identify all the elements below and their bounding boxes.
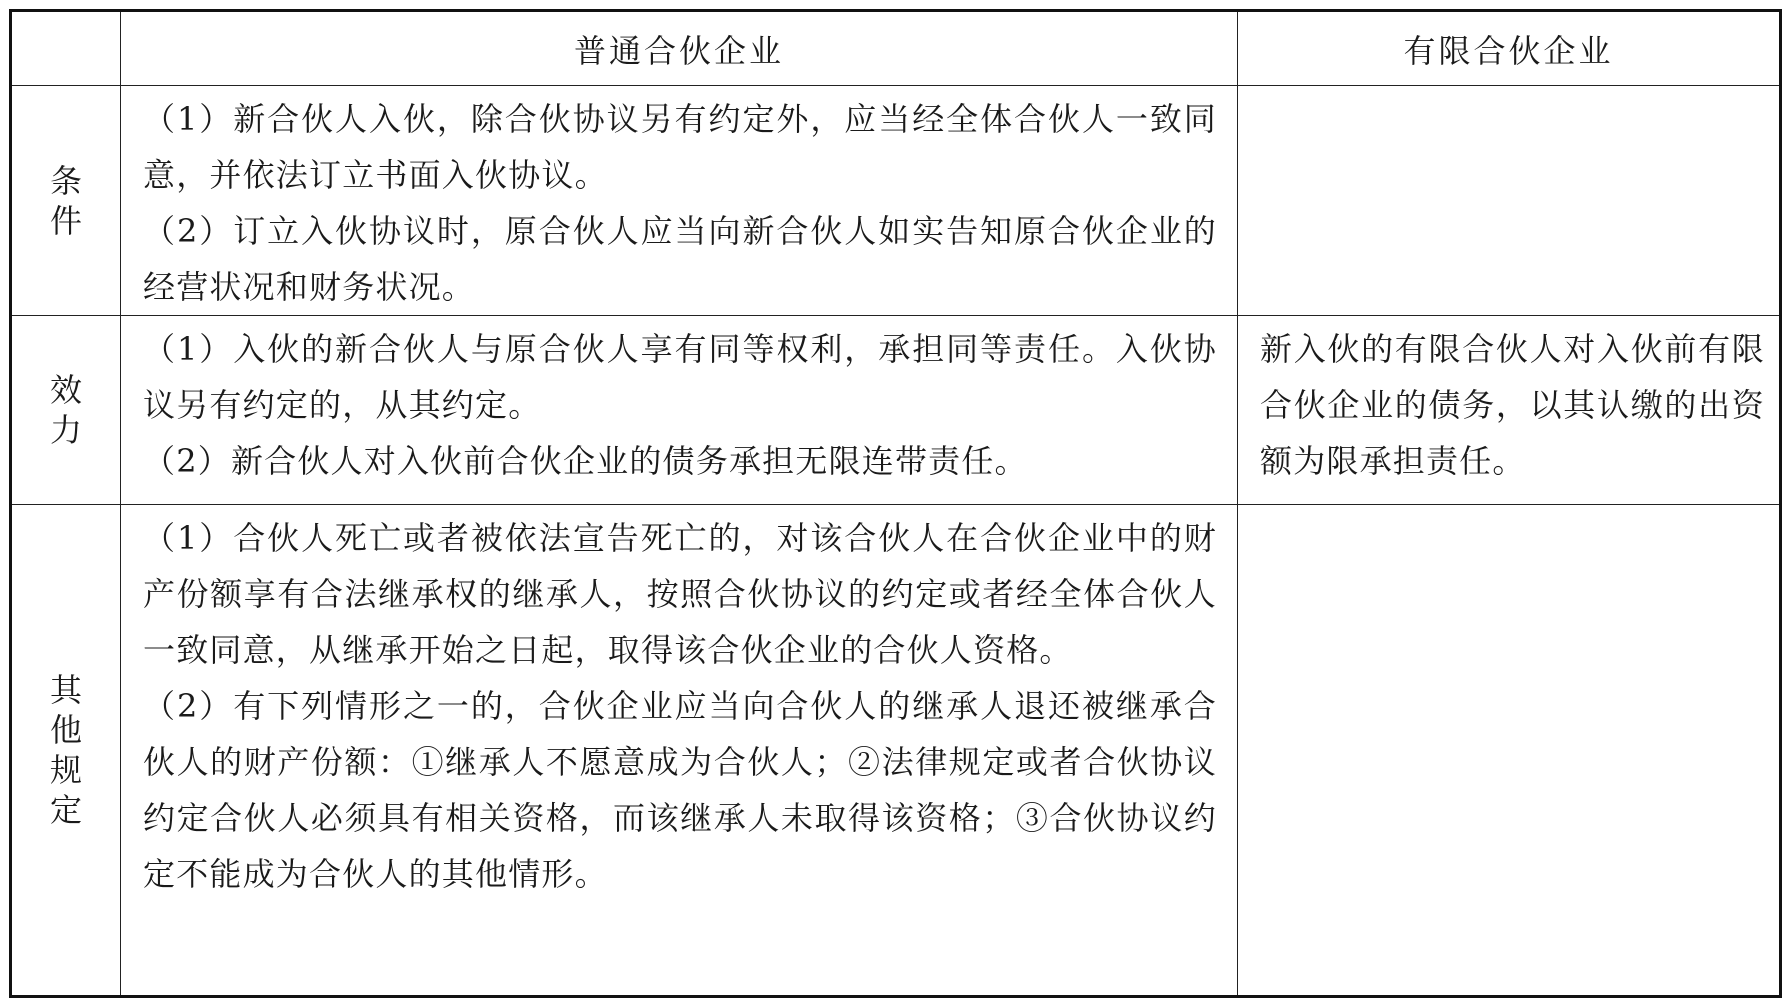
row-label-other-text: 其他规定	[49, 671, 82, 829]
row-other-provisions	[11, 505, 1781, 997]
row-condition	[11, 86, 1781, 316]
cell-effect-general	[121, 316, 1238, 505]
header-general-partnership: 普通合伙企业	[121, 11, 1238, 86]
row-label-effect-text: 效力	[49, 371, 82, 449]
effect-limited-text: 新入伙的有限合伙人对入伙前有限合伙企业的债务，以其认缴的出资额为限承担责任。	[1260, 330, 1765, 480]
row-effect	[11, 316, 1781, 505]
other-general-item-2: （2）有下列情形之一的，合伙企业应当向合伙人的继承人退还被继承合伙人的财产份额：①继承人不愿意成为合伙人；②法律规定或者合伙协议约定合伙人必须具有相关资格，而该继承人未取得该资格；③合伙协议约定不能成为合伙人的其他情形。	[143, 687, 1217, 893]
condition-general-item-1: （1）新合伙人入伙，除合伙协议另有约定外，应当经全体合伙人一致同意，并依法订立书面入伙协议。	[143, 100, 1217, 194]
condition-general-item-2: （2）订立入伙协议时，原合伙人应当向新合伙人如实告知原合伙企业的经营状况和财务状况。	[143, 212, 1217, 306]
header-row	[11, 11, 1781, 86]
cell-condition-general	[121, 86, 1238, 316]
cell-other-limited	[1238, 505, 1781, 997]
header-corner-cell	[11, 11, 121, 86]
effect-general-item-1: （1）入伙的新合伙人与原合伙人享有同等权利，承担同等责任。入伙协议另有约定的，从其约定。	[143, 330, 1217, 424]
cell-other-general	[121, 505, 1238, 997]
cell-condition-limited	[1238, 86, 1781, 316]
row-label-condition	[11, 86, 121, 316]
cell-effect-limited	[1238, 316, 1781, 505]
row-label-effect	[11, 316, 121, 505]
header-limited-partnership: 有限合伙企业	[1238, 11, 1781, 86]
other-general-item-1: （1）合伙人死亡或者被依法宣告死亡的，对该合伙人在合伙企业中的财产份额享有合法继承权的继承人，按照合伙协议的约定或者经全体合伙人一致同意，从继承开始之日起，取得该合伙企业的合伙人资格。	[143, 519, 1217, 669]
row-label-other	[11, 505, 121, 997]
row-label-condition-text: 条件	[49, 161, 82, 240]
effect-general-item-2: （2）新合伙人对入伙前合伙企业的债务承担无限连带责任。	[143, 442, 1028, 480]
partnership-comparison-table	[9, 9, 1782, 998]
